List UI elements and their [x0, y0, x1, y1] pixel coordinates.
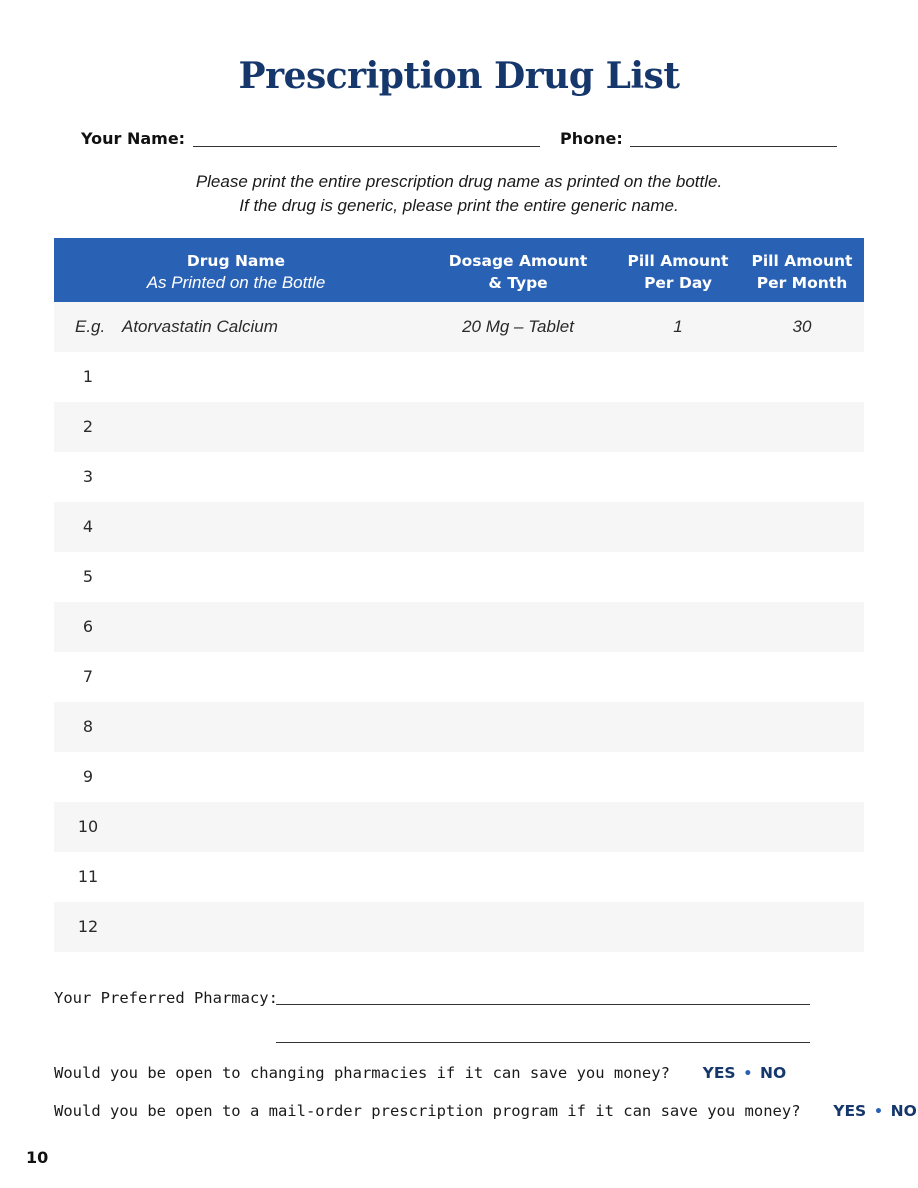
example-row	[54, 302, 864, 352]
table-row[interactable]	[54, 702, 864, 752]
row-number: 3	[82, 467, 94, 486]
example-dosage: 20 Mg – Tablet	[462, 317, 574, 336]
row-number: 5	[82, 567, 94, 586]
table-row[interactable]	[54, 652, 864, 702]
separator-dot: •	[874, 1104, 883, 1120]
phone-label: Phone:	[560, 129, 623, 148]
header-dosage: Dosage Amount & Type	[448, 252, 588, 292]
table-row[interactable]	[54, 402, 864, 452]
table-row[interactable]	[54, 802, 864, 852]
table-row[interactable]	[54, 452, 864, 502]
page-title: Prescription Drug List	[238, 55, 680, 97]
table-row[interactable]	[54, 552, 864, 602]
yes-option[interactable]: YES	[833, 1102, 867, 1120]
row-number: 9	[82, 767, 94, 786]
table-row[interactable]	[54, 852, 864, 902]
name-field[interactable]	[193, 146, 540, 147]
example-per-month: 30	[792, 317, 812, 336]
row-number: 1	[82, 367, 94, 386]
question-mail-order	[54, 1102, 917, 1120]
row-number: 7	[82, 667, 94, 686]
no-option[interactable]: NO	[760, 1064, 787, 1082]
pharmacy-field-line-2[interactable]	[276, 1042, 810, 1043]
row-number: 12	[77, 917, 99, 936]
yes-option[interactable]: YES	[702, 1064, 736, 1082]
row-number: 11	[77, 867, 99, 886]
table-header	[54, 238, 864, 302]
question-text: Would you be open to changing pharmacies if it can save you money?	[54, 1064, 670, 1082]
header-pill-per-month: Pill Amount Per Month	[751, 252, 853, 292]
table-row[interactable]	[54, 352, 864, 402]
table-row[interactable]	[54, 602, 864, 652]
instruction-line-2: If the drug is generic, please print the entire generic name.	[239, 196, 679, 215]
instruction-line-1: Please print the entire prescription drug name as printed on the bottle.	[195, 172, 723, 191]
pharmacy-label: Your Preferred Pharmacy:	[54, 989, 278, 1007]
pharmacy-field-line-1[interactable]	[276, 1004, 810, 1005]
row-number: 10	[77, 817, 99, 836]
no-option[interactable]: NO	[890, 1102, 917, 1120]
phone-field[interactable]	[630, 146, 837, 147]
drug-table	[54, 238, 864, 952]
row-number: 2	[82, 417, 94, 436]
question-change-pharmacy	[54, 1064, 786, 1082]
example-per-day: 1	[673, 317, 683, 336]
header-drug-name: Drug Name As Printed on the Bottle	[146, 252, 326, 292]
table-row[interactable]	[54, 902, 864, 952]
row-number: 4	[82, 517, 94, 536]
table-row[interactable]	[54, 502, 864, 552]
table-row[interactable]	[54, 752, 864, 802]
page-number: 10	[26, 1148, 49, 1167]
example-drug: Atorvastatin Calcium	[122, 317, 278, 336]
example-label: E.g.	[75, 317, 106, 336]
row-number: 8	[82, 717, 94, 736]
row-number: 6	[82, 617, 94, 636]
header-pill-per-day: Pill Amount Per Day	[627, 252, 729, 292]
question-text: Would you be open to a mail-order prescription program if it can save you money?	[54, 1102, 801, 1120]
separator-dot: •	[743, 1066, 753, 1082]
name-label: Your Name:	[81, 129, 186, 148]
